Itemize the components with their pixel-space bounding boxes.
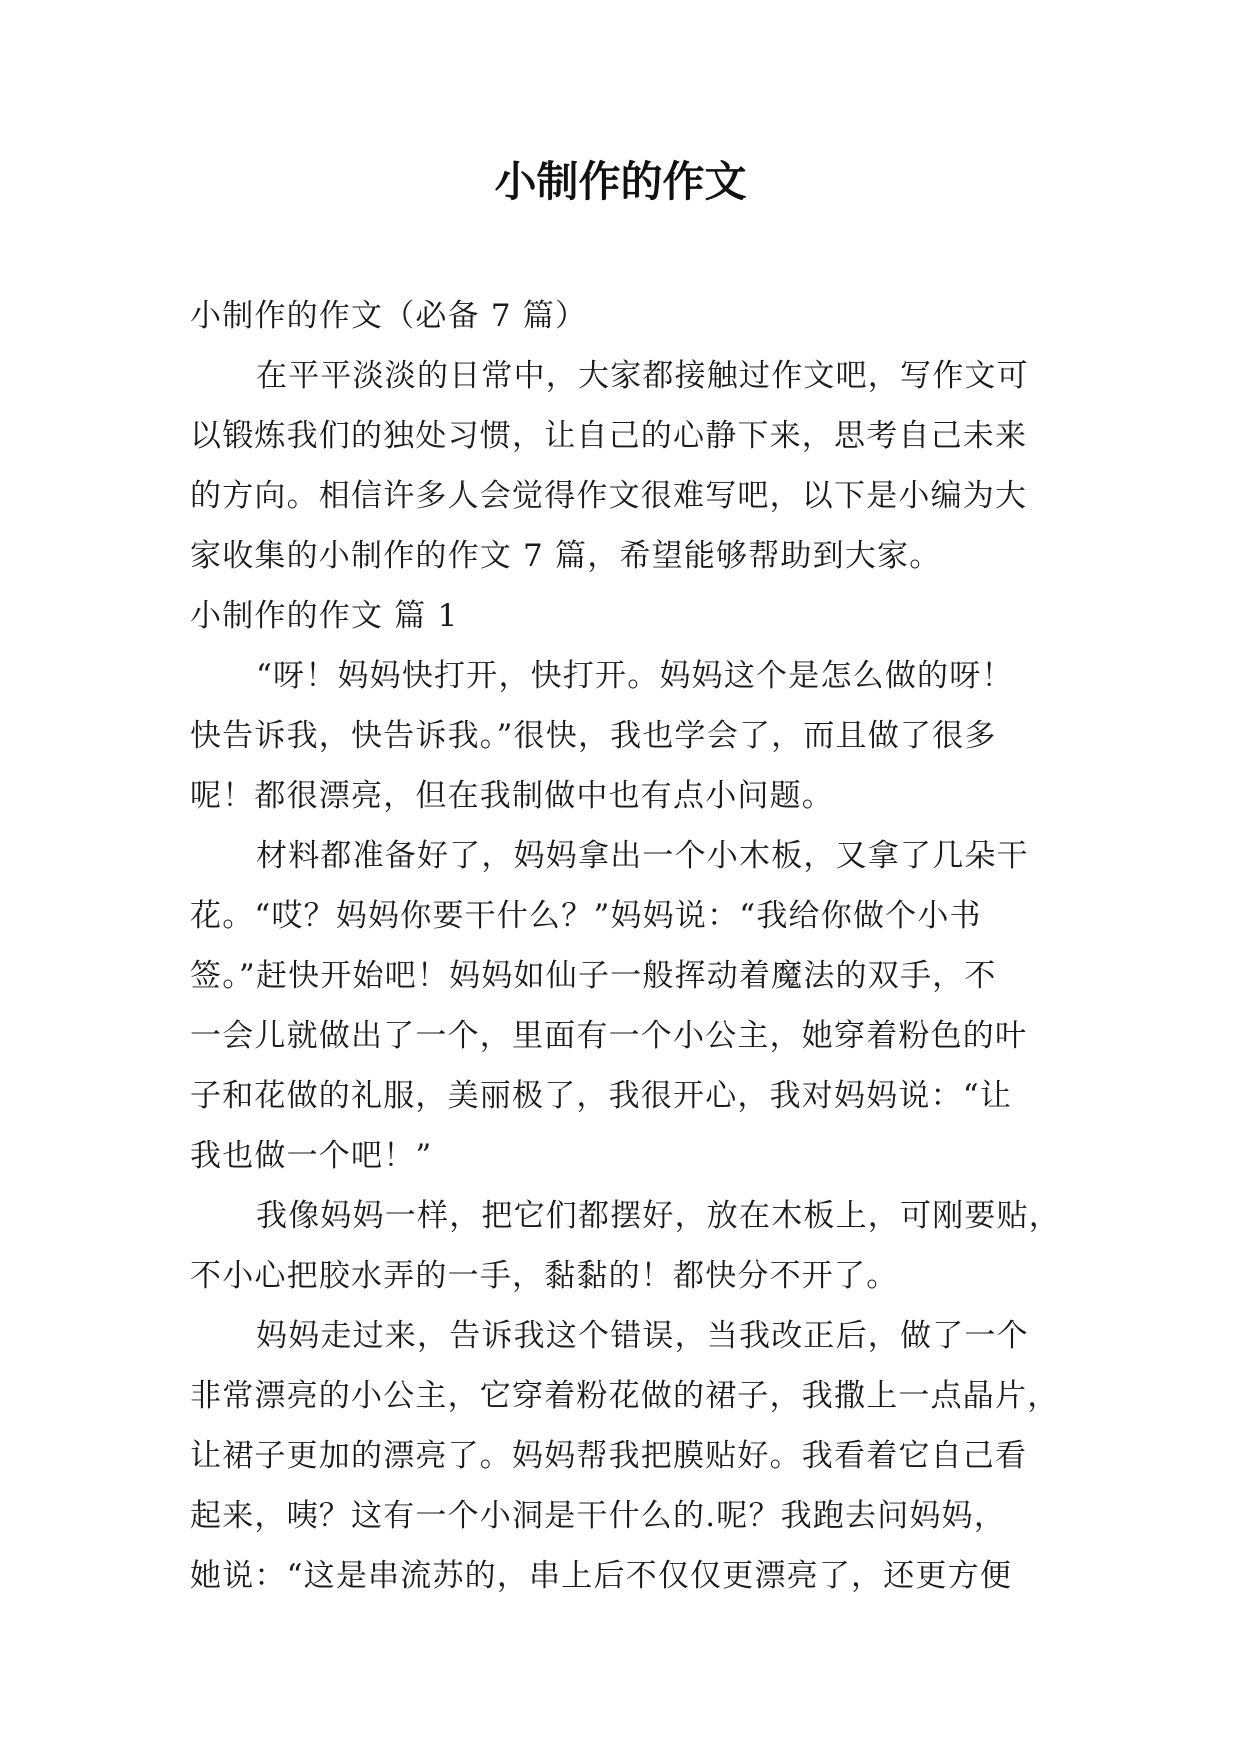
text-line: 材料都准备好了，妈妈拿出一个小木板，又拿了几朵干 xyxy=(256,838,1029,874)
text-line: 家收集的小制作的作文 7 篇，希望能够帮助到大家。 xyxy=(190,538,942,574)
text-line: 子和花做的礼服，美丽极了，我很开心，我对妈妈说：“让 xyxy=(190,1078,1013,1114)
document-title: 小制作的作文 xyxy=(494,157,747,206)
text-line: “呀！妈妈快打开，快打开。妈妈这个是怎么做的呀！ xyxy=(256,658,1014,694)
text-line: 签。”赶快开始吧！妈妈如仙子一般挥动着魔法的双手，不 xyxy=(190,958,997,994)
text-line: 她说：“这是串流苏的，串上后不仅仅更漂亮了，还更方便 xyxy=(190,1558,1013,1594)
text-line: 小制作的作文（必备 7 篇） xyxy=(190,298,588,334)
text-line: 起来，咦？这有一个小洞是干什么的.呢？我跑去问妈妈， xyxy=(190,1498,1007,1534)
document-body xyxy=(190,286,1060,1606)
text-line: 以锻炼我们的独处习惯，让自己的心静下来，思考自己未来 xyxy=(190,418,1028,454)
text-line: 我也做一个吧！” xyxy=(190,1138,433,1174)
text-line: 我像妈妈一样，把它们都摆好，放在木板上，可刚要贴， xyxy=(256,1198,1061,1234)
text-line: 花。“哎？妈妈你要干什么？”妈妈说：“我给你做个小书 xyxy=(190,898,982,934)
text-line: 快告诉我，快告诉我。”很快，我也学会了，而且做了很多 xyxy=(190,718,997,754)
text-line: 非常漂亮的小公主，它穿着粉花做的裙子，我撒上一点晶片， xyxy=(190,1378,1060,1414)
text-line: 在平平淡淡的日常中，大家都接触过作文吧，写作文可 xyxy=(256,358,1029,394)
text-line: 呢！都很漂亮，但在我制做中也有点小问题。 xyxy=(190,778,834,814)
text-line: 不小心把胶水弄的一手，黏黏的！都快分不开了。 xyxy=(190,1258,899,1294)
text-line: 妈妈走过来，告诉我这个错误，当我改正后，做了一个 xyxy=(256,1318,1029,1354)
text-line: 的方向。相信许多人会觉得作文很难写吧，以下是小编为大 xyxy=(190,478,1028,514)
text-line: 一会儿就做出了一个，里面有一个小公主，她穿着粉色的叶 xyxy=(190,1018,1028,1054)
text-line: 让裙子更加的漂亮了。妈妈帮我把膜贴好。我看着它自己看 xyxy=(190,1438,1028,1474)
text-line: 小制作的作文 篇 1 xyxy=(190,598,459,634)
